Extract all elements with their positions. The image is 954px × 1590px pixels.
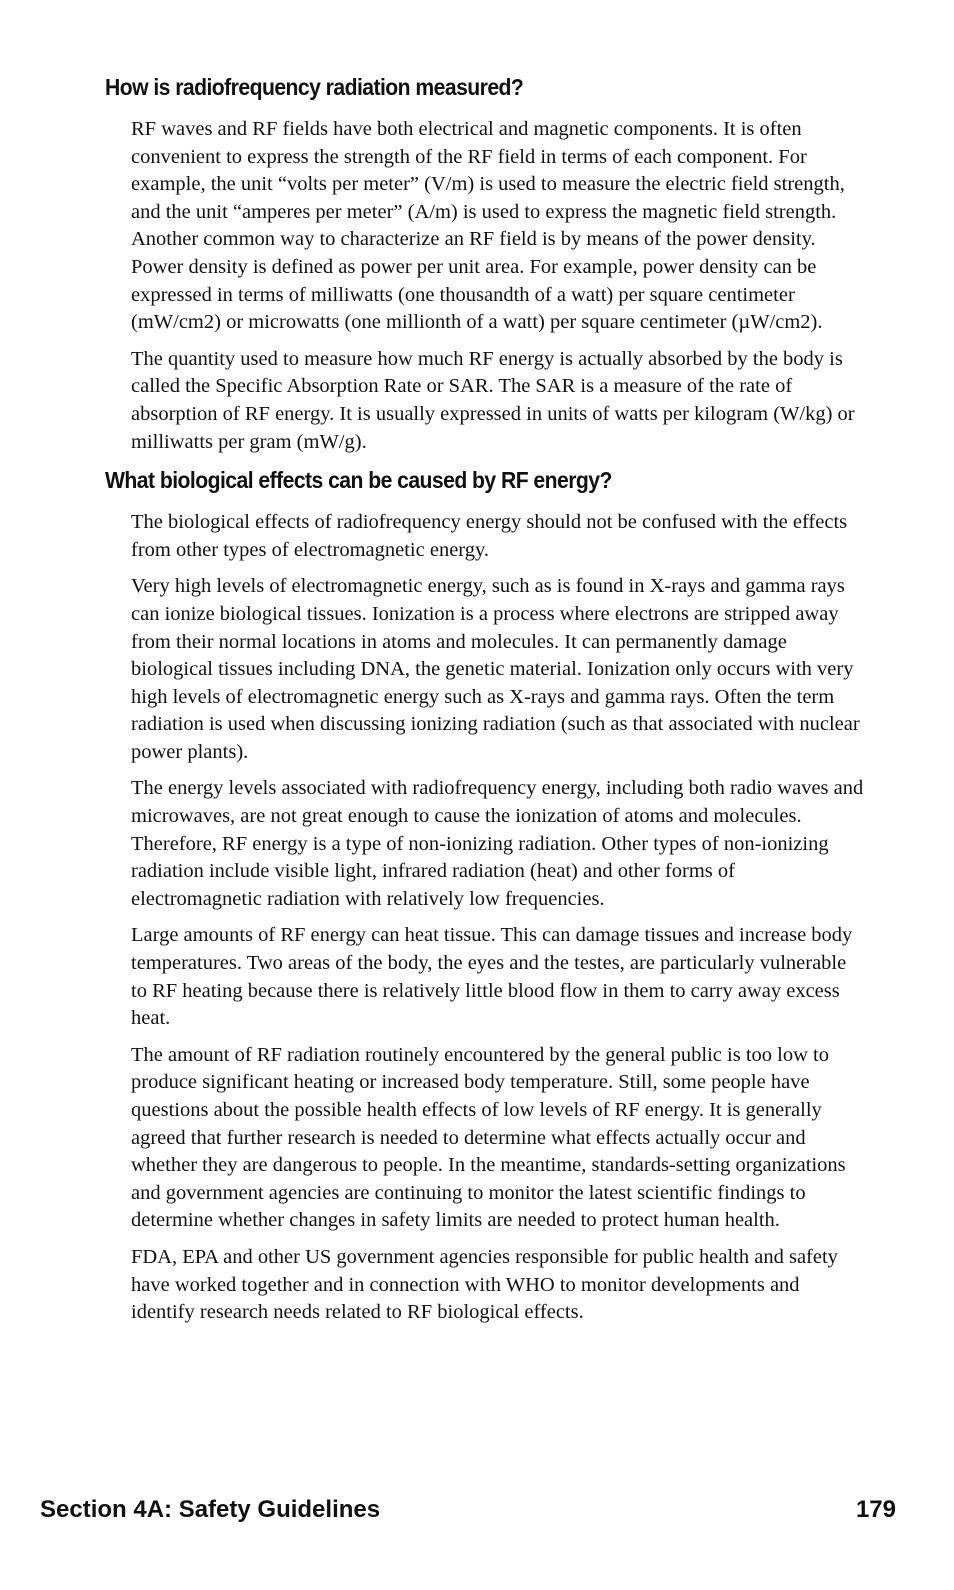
page-number: 179: [855, 1496, 896, 1523]
paragraph: Large amounts of RF energy can heat tissue. This can damage tissues and increase body temperatures. Two areas of the body, the eyes and the testes, are particularly vulnerable to RF heating because there is relatively little blood flow in them to carry away excess heat.: [131, 924, 853, 1030]
paragraph: RF waves and RF fields have both electrical and magnetic components. It is often convenient to express the strength of the RF field in terms of each component. For example, the unit “volts per meter” (V/m) is used to measure the electric field strength, and the unit “amperes per meter” (A/m) is used to express the magnetic field strength. Another common way to characterize an RF field is by means of the power density. Power density is defined as power per unit area. For example, power density can be expressed in terms of milliwatts (one thousandth of a watt) per square centimeter (mW/cm2) or microwatts (one millionth of a watt) per square centimeter (µW/cm2).: [131, 118, 845, 334]
paragraph: The biological effects of radiofrequency energy should not be confused with the effects from other types of electromagnetic energy.: [131, 511, 848, 561]
paragraph: The quantity used to measure how much RF energy is actually absorbed by the body is called the Specific Absorption Rate or SAR. The SAR is a measure of the rate of absorption of RF energy. It is usually expressed in units of watts per kilogram (W/kg) or milliwatts per gram (mW/g).: [131, 347, 855, 453]
paragraph: Very high levels of electromagnetic energy, such as is found in X-rays and gamma rays can ionize biological tissues. Ionization is a process where electrons are stripped away from their normal locations in atoms and molecules. It can permanently damage biological tissues including DNA, the genetic material. Ionization only occurs with very high levels of electromagnetic energy such as X-rays and gamma rays. Often the term radiation is used when discussing ionizing radiation (such as that associated with nuclear power plants).: [131, 575, 860, 763]
page-content: [105, 72, 865, 1336]
section-rf-measurement: [105, 72, 865, 456]
footer-section-label: Section 4A: Safety Guidelines: [40, 1496, 381, 1523]
section-biological-effects: [105, 465, 865, 1327]
paragraph: FDA, EPA and other US government agencies responsible for public health and safety have worked together and in connection with WHO to monitor developments and identify research needs related to RF biological effects.: [131, 1245, 838, 1324]
section-heading: How is radiofrequency radiation measured?: [105, 74, 524, 100]
paragraph: The amount of RF radiation routinely encountered by the general public is too low to produce significant heating or increased body temperature. Still, some people have questions about the possible health effects of low levels of RF energy. It is generally agreed that further research is needed to determine what effects actually occur and whether they are dangerous to people. In the meantime, standards-setting organizations and government agencies are continuing to monitor the latest scientific findings to determine whether changes in safety limits are needed to protect human health.: [131, 1043, 846, 1232]
paragraph: The energy levels associated with radiofrequency energy, including both radio waves and microwaves, are not great enough to cause the ionization of atoms and molecules. Therefore, RF energy is a type of non-ionizing radiation. Other types of non-ionizing radiation include visible light, infrared radiation (heat) and other forms of electromagnetic radiation with relatively low frequencies.: [131, 777, 864, 910]
section-heading: What biological effects can be caused by RF energy?: [105, 467, 612, 494]
page-footer: [40, 1493, 896, 1527]
